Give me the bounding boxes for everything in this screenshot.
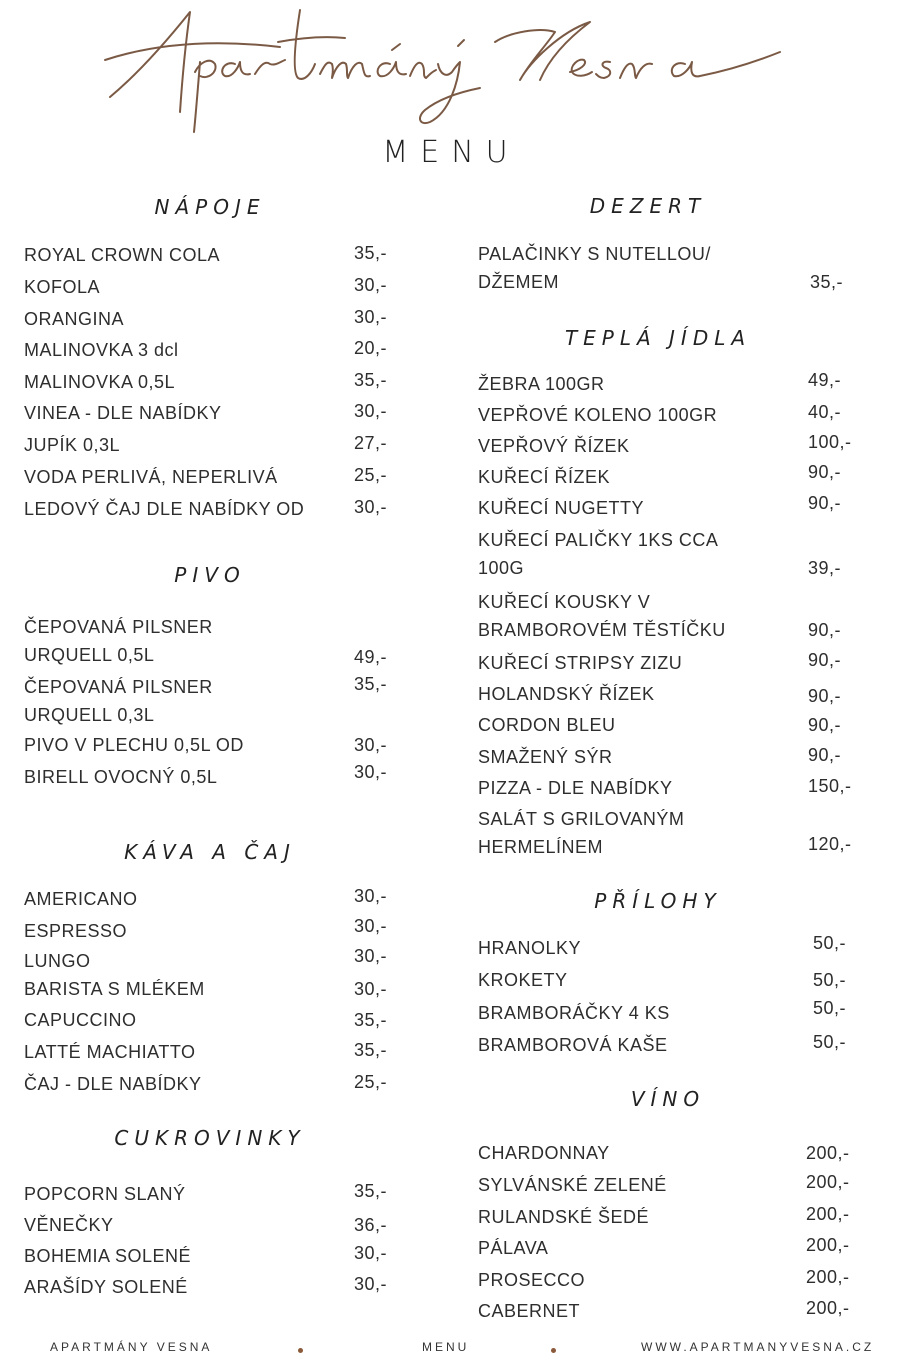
- menu-item-name: LATTÉ MACHIATTO: [24, 1042, 196, 1062]
- menu-item-name: ČAJ - DLE NABÍDKY: [24, 1074, 202, 1094]
- menu-item-name: RULANDSKÉ ŠEDÉ: [478, 1207, 650, 1227]
- menu-item-name: AMERICANO: [24, 889, 138, 909]
- menu-item-name: ČEPOVANÁ PILSNER: [24, 617, 213, 637]
- menu-item-price: 30,-: [354, 497, 388, 517]
- footer-dot: [298, 1348, 303, 1353]
- menu-item-price: 49,-: [354, 647, 388, 667]
- menu-item-name: MALINOVKA 0,5L: [24, 372, 176, 392]
- menu-item-price: 200,-: [806, 1267, 850, 1287]
- menu-item-name: CABERNET: [478, 1301, 581, 1321]
- menu-item-price: 90,-: [808, 745, 842, 765]
- menu-item-name: SALÁT S GRILOVANÝM: [478, 809, 685, 829]
- menu-item-price: 200,-: [806, 1235, 850, 1255]
- menu-item-price: 30,-: [354, 1243, 388, 1263]
- menu-item-price: 30,-: [354, 307, 388, 327]
- menu-item-name: ROYAL CROWN COLA: [24, 245, 221, 265]
- menu-item-name: PIZZA - DLE NABÍDKY: [478, 778, 673, 798]
- menu-item-name: SYLVÁNSKÉ ZELENÉ: [478, 1175, 667, 1195]
- footer-right: WWW.APARTMANYVESNA.CZ: [641, 1340, 875, 1354]
- menu-item-name-line2: URQUELL 0,3L: [24, 705, 155, 725]
- menu-item-name: JUPÍK 0,3L: [24, 435, 121, 455]
- menu-item-name: BRAMBOROVÁ KAŠE: [478, 1035, 668, 1055]
- menu-item-price: 200,-: [806, 1204, 850, 1224]
- menu-item-price: 35,-: [354, 1010, 388, 1030]
- section-title: DEZERT: [589, 194, 707, 218]
- menu-item-name: VINEA - DLE NABÍDKY: [24, 403, 222, 423]
- section-title: NÁPOJE: [154, 195, 266, 219]
- logo: [100, 2, 800, 137]
- section-title: TEPLÁ JÍDLA: [564, 326, 752, 350]
- logo-script: [100, 2, 800, 137]
- menu-item-price: 50,-: [813, 1032, 847, 1052]
- menu-item-name: LUNGO: [24, 951, 91, 971]
- menu-item-price: 35,-: [354, 243, 388, 263]
- menu-item-price: 30,-: [354, 1274, 388, 1294]
- menu-item-name-line2: BRAMBOROVÉM TĚSTÍČKU: [478, 620, 726, 640]
- menu-item-price: 100,-: [808, 432, 852, 452]
- section-title: VÍNO: [630, 1087, 706, 1111]
- menu-item-name: BRAMBORÁČKY 4 KS: [478, 1003, 670, 1023]
- menu-item-price: 30,-: [354, 401, 388, 421]
- menu-item-price: 40,-: [808, 402, 842, 422]
- menu-item-name: MALINOVKA 3 dcl: [24, 340, 179, 360]
- menu-item-name-line2: HERMELÍNEM: [478, 837, 604, 857]
- menu-item-name: KROKETY: [478, 970, 568, 990]
- menu-item-name: ARAŠÍDY SOLENÉ: [24, 1277, 188, 1297]
- menu-item-name: ŽEBRA 100GR: [478, 374, 605, 394]
- menu-item-price: 30,-: [354, 979, 388, 999]
- menu-item-price: 50,-: [813, 998, 847, 1018]
- menu-item-name: VODA PERLIVÁ, NEPERLIVÁ: [24, 467, 278, 487]
- menu-item-price: 50,-: [813, 933, 847, 953]
- menu-item-name-line2: DŽEMEM: [478, 272, 559, 292]
- menu-item-price: 25,-: [354, 1072, 388, 1092]
- menu-item-name: BARISTA S MLÉKEM: [24, 979, 205, 999]
- menu-item-name: HOLANDSKÝ ŘÍZEK: [478, 684, 655, 704]
- menu-item-price: 35,-: [354, 674, 388, 694]
- menu-item-price: 49,-: [808, 370, 842, 390]
- menu-item-price: 25,-: [354, 465, 388, 485]
- menu-item-price: 200,-: [806, 1298, 850, 1318]
- menu-item-name-line2: URQUELL 0,5L: [24, 645, 155, 665]
- menu-item-name: KUŘECÍ STRIPSY ZIZU: [478, 653, 683, 673]
- menu-item-name: PALAČINKY S NUTELLOU/: [478, 244, 711, 264]
- menu-item-price: 30,-: [354, 275, 388, 295]
- menu-item-price: 35,-: [810, 272, 844, 292]
- menu-item-price: 200,-: [806, 1143, 850, 1163]
- footer-center: MENU: [422, 1340, 470, 1354]
- menu-item-name: HRANOLKY: [478, 938, 582, 958]
- menu-item-name: CHARDONNAY: [478, 1143, 610, 1163]
- menu-item-name: POPCORN SLANÝ: [24, 1184, 186, 1204]
- menu-item-name: KUŘECÍ NUGETTY: [478, 498, 645, 518]
- menu-item-price: 50,-: [813, 970, 847, 990]
- menu-item-price: 90,-: [808, 493, 842, 513]
- menu-item-price: 90,-: [808, 620, 842, 640]
- menu-item-price: 27,-: [354, 433, 388, 453]
- section-title: KÁVA A ČAJ: [124, 840, 296, 864]
- menu-item-name: PÁLAVA: [478, 1238, 549, 1258]
- menu-item-name: PROSECCO: [478, 1270, 586, 1290]
- menu-item-name: VĚNEČKY: [24, 1215, 114, 1235]
- menu-item-name: BOHEMIA SOLENÉ: [24, 1246, 192, 1266]
- menu-item-price: 39,-: [808, 558, 842, 578]
- menu-item-name: BIRELL OVOCNÝ 0,5L: [24, 767, 218, 787]
- menu-item-name: CAPUCCINO: [24, 1010, 137, 1030]
- menu-item-name: ORANGINA: [24, 309, 125, 329]
- menu-item-price: 200,-: [806, 1172, 850, 1192]
- menu-item-price: 35,-: [354, 1181, 388, 1201]
- menu-item-price: 90,-: [808, 686, 842, 706]
- menu-item-price: 90,-: [808, 650, 842, 670]
- menu-item-name-line2: 100G: [478, 558, 525, 578]
- menu-item-name: LEDOVÝ ČAJ DLE NABÍDKY OD: [24, 499, 305, 519]
- menu-item-price: 90,-: [808, 715, 842, 735]
- menu-item-price: 150,-: [808, 776, 852, 796]
- menu-item-name: ESPRESSO: [24, 921, 128, 941]
- section-title: CUKROVINKY: [114, 1126, 306, 1150]
- menu-item-name: PIVO V PLECHU 0,5L OD: [24, 735, 244, 755]
- page-title: MENU: [382, 135, 520, 170]
- menu-item-price: 35,-: [354, 1040, 388, 1060]
- menu-item-name: ČEPOVANÁ PILSNER: [24, 677, 213, 697]
- menu-item-name: KOFOLA: [24, 277, 101, 297]
- menu-item-name: SMAŽENÝ SÝR: [478, 747, 613, 767]
- footer-left: APARTMÁNY VESNA: [50, 1340, 213, 1354]
- menu-item-price: 30,-: [354, 946, 388, 966]
- menu-item-name: KUŘECÍ PALIČKY 1KS CCA: [478, 530, 719, 550]
- menu-item-name: VEPŘOVÉ KOLENO 100GR: [478, 405, 718, 425]
- menu-item-name: VEPŘOVÝ ŘÍZEK: [478, 436, 630, 456]
- footer-dot: [551, 1348, 556, 1353]
- section-title: PIVO: [174, 563, 246, 587]
- menu-item-name: KUŘECÍ ŘÍZEK: [478, 467, 611, 487]
- menu-item-price: 90,-: [808, 462, 842, 482]
- menu-item-name: KUŘECÍ KOUSKY V: [478, 592, 651, 612]
- menu-item-price: 30,-: [354, 886, 388, 906]
- menu-item-price: 36,-: [354, 1215, 388, 1235]
- menu-item-price: 120,-: [808, 834, 852, 854]
- menu-item-price: 35,-: [354, 370, 388, 390]
- menu-item-price: 30,-: [354, 735, 388, 755]
- menu-item-name: CORDON BLEU: [478, 715, 616, 735]
- menu-item-price: 30,-: [354, 762, 388, 782]
- section-title: PŘÍLOHY: [594, 889, 722, 913]
- menu-item-price: 20,-: [354, 338, 388, 358]
- menu-item-price: 30,-: [354, 916, 388, 936]
